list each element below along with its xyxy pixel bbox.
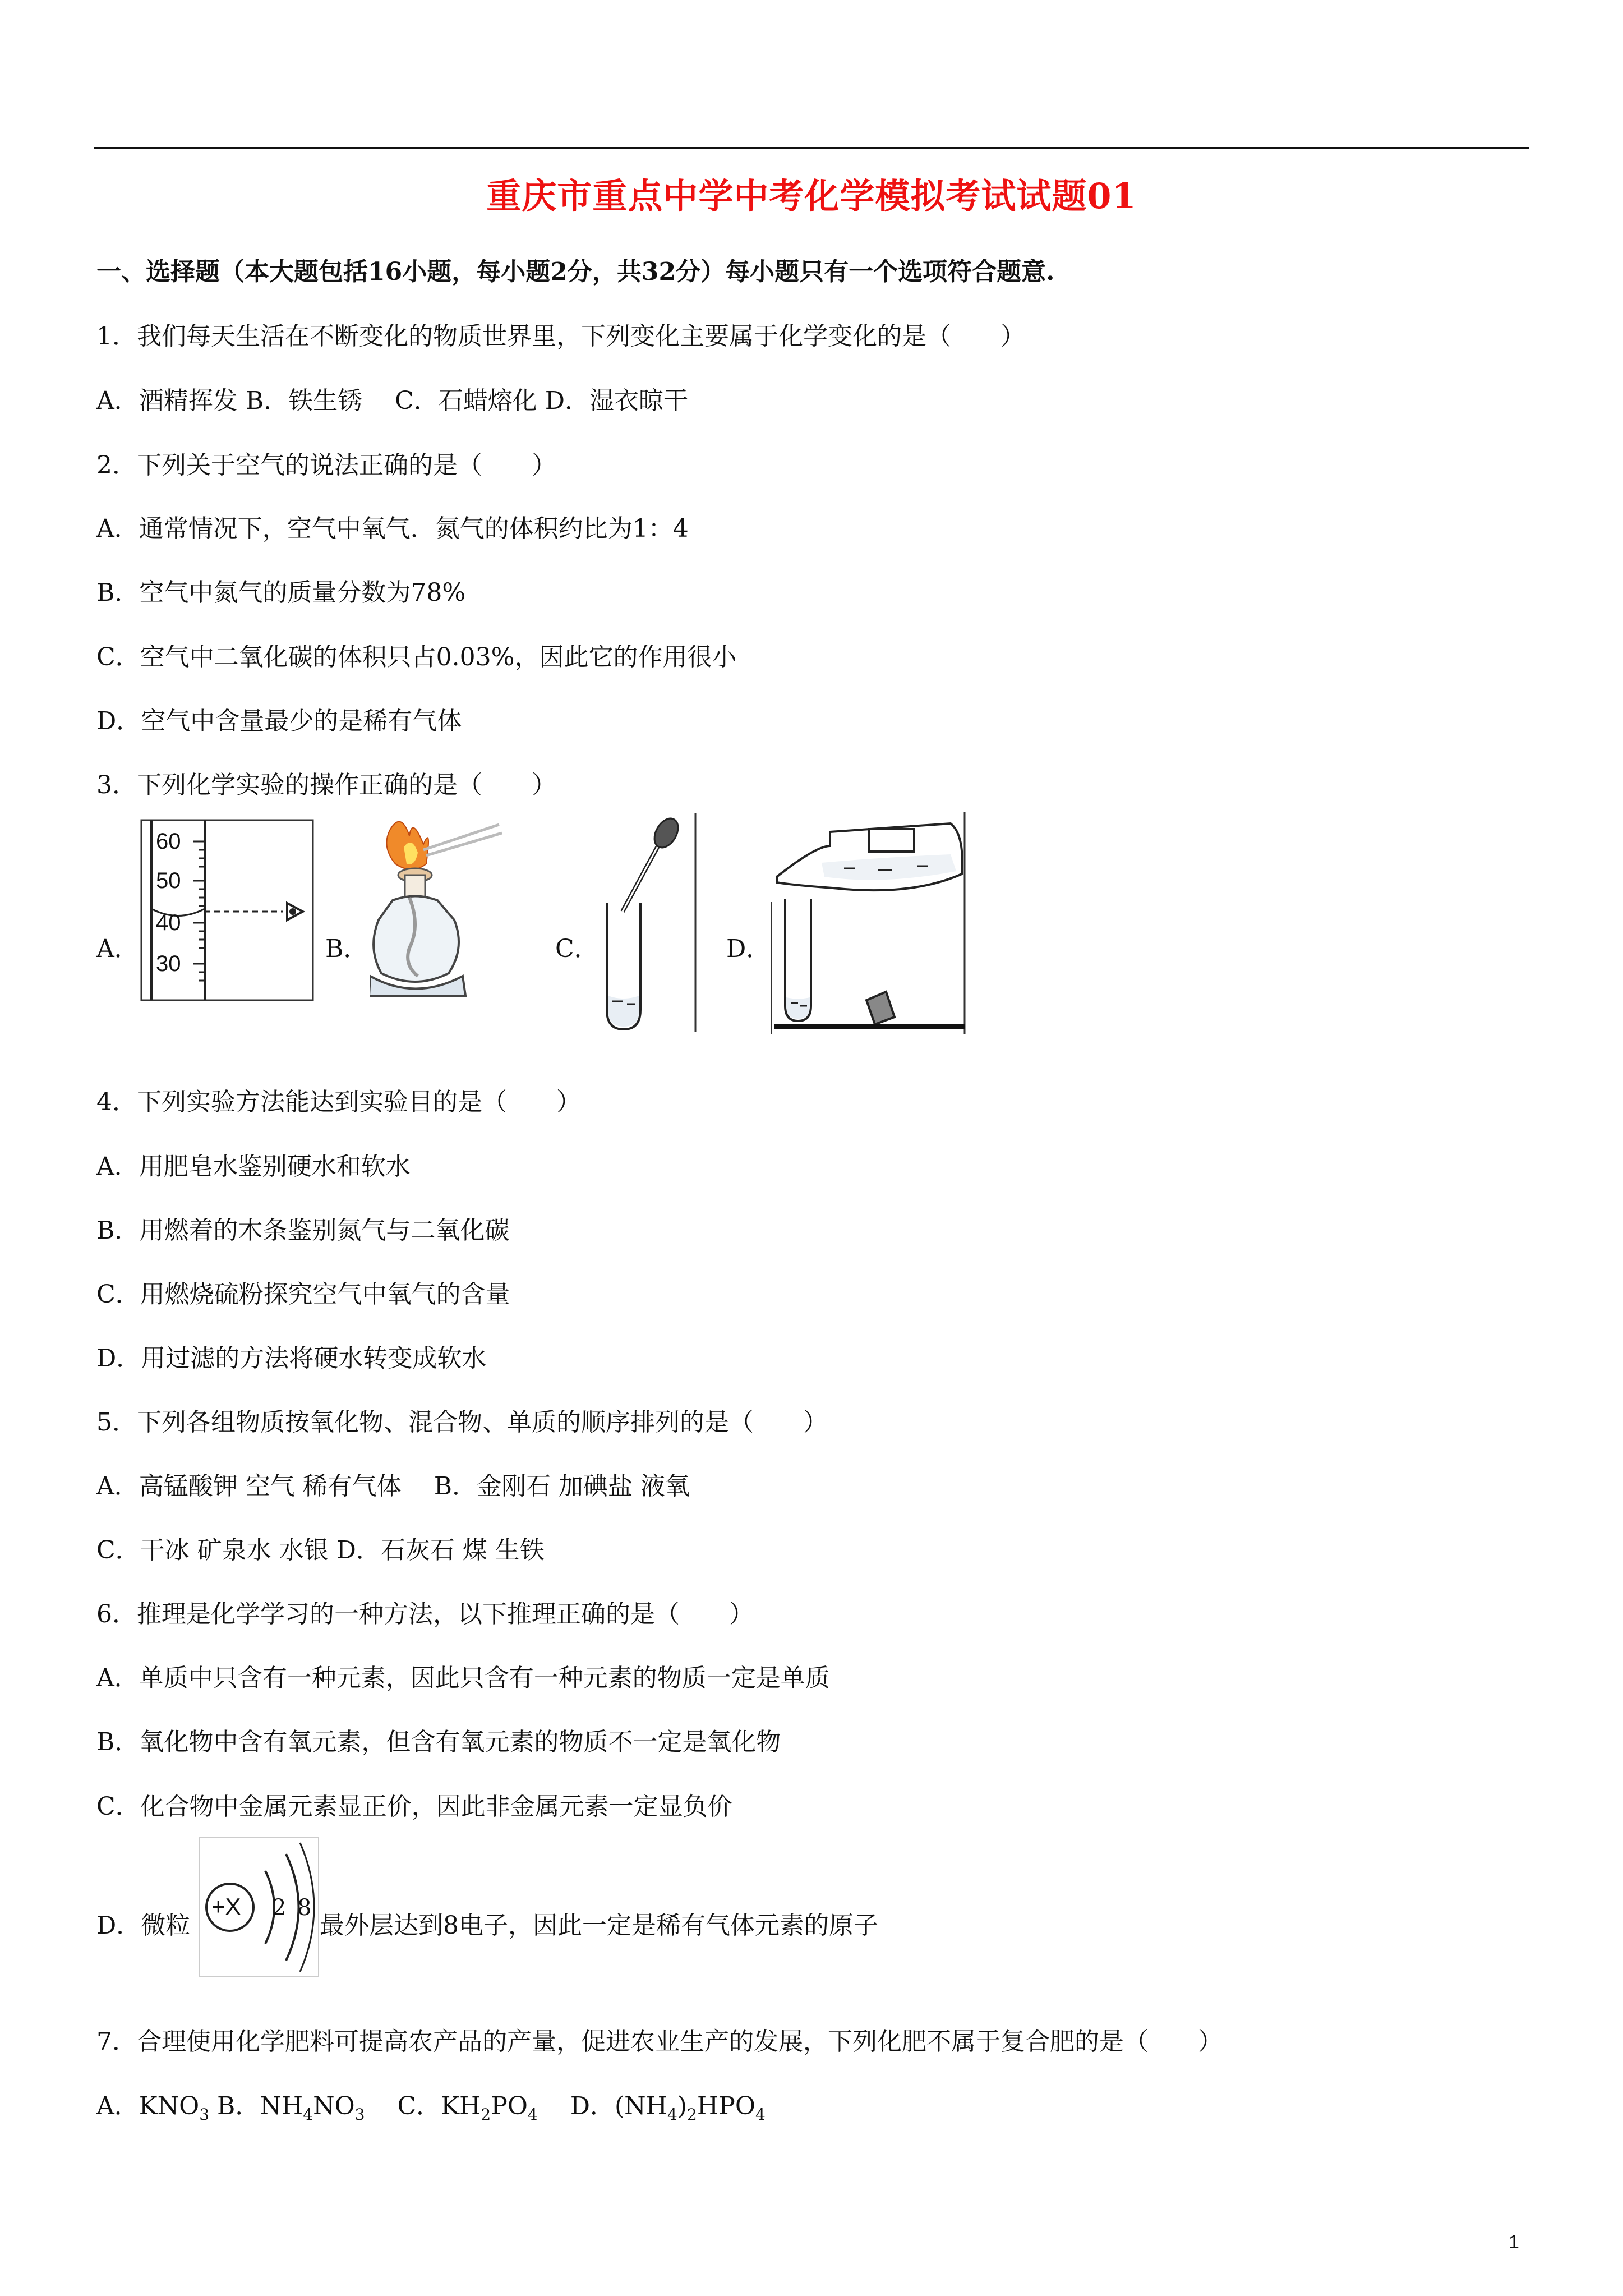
q7-d-sub1: 4 [667, 2105, 677, 2124]
q7-b-sub2: 3 [354, 2105, 365, 2124]
q7-d-sub3: 4 [755, 2105, 766, 2124]
q2-option-c: C．空气中二氧化碳的体积只占0.03%，因此它的作用很小 [96, 643, 737, 671]
q3-label-c: C． [555, 935, 599, 963]
cylinder-mark-60: 60 [156, 829, 181, 854]
cylinder-mark-40: 40 [156, 910, 181, 935]
q6-option-d-suffix: 最外层达到8电子，因此一定是稀有气体元素的原子 [320, 1911, 878, 1940]
q6-option-a: A．单质中只含有一种元素，因此只含有一种元素的物质一定是单质 [96, 1664, 830, 1692]
q3-label-d: D． [726, 935, 771, 963]
q7-d-sub2: 2 [687, 2105, 697, 2124]
atom-structure-diagram [199, 1837, 320, 1980]
atom-shell-2-count: 8 [297, 1895, 312, 1921]
q6-option-d-prefix: D．微粒 [96, 1911, 191, 1940]
q1-stem: 1．我们每天生活在不断变化的物质世界里，下列变化主要属于化学变化的是（ ） [96, 322, 1025, 351]
q7-b-formula: B．NH [209, 2092, 303, 2120]
q6-stem: 6．推理是化学学习的一种方法，以下推理正确的是（ ） [96, 1600, 754, 1628]
q6-option-c: C．化合物中金属元素显正价，因此非金属元素一定显负价 [96, 1792, 732, 1821]
section-heading: 一、选择题（本大题包括16小题，每小题2分，共32分）每小题只有一个选项符合题意. [96, 257, 1055, 286]
q4-option-c: C．用燃烧硫粉探究空气中氧气的含量 [96, 1280, 510, 1309]
q6-option-b: B．氧化物中含有氧元素，但含有氧元素的物质不一定是氧化物 [96, 1728, 781, 1756]
q7-d-end: HPO [697, 2092, 755, 2120]
q7-option-d [537, 2092, 766, 2124]
q2-option-d: D．空气中含量最少的是稀有气体 [96, 707, 462, 735]
header-rule [94, 147, 1529, 149]
q5-options-cd: C．干冰 矿泉水 水银 D．石灰石 煤 生铁 [96, 1536, 545, 1565]
q2-stem: 2．下列关于空气的说法正确的是（ ） [96, 451, 556, 480]
dropper-test-tube-figure [600, 813, 701, 1037]
q7-d-formula: D．(NH [537, 2092, 668, 2120]
q3-stem: 3．下列化学实验的操作正确的是（ ） [96, 771, 556, 799]
q7-option-c [365, 2092, 538, 2124]
cylinder-mark-30: 30 [156, 951, 181, 976]
q7-c-formula: C．KH [365, 2092, 481, 2120]
q2-option-b: B．空气中氮气的质量分数为78% [96, 578, 466, 607]
q7-a-sub: 3 [199, 2105, 210, 2124]
alcohol-lamp-figure [370, 813, 516, 1006]
q3-label-b: B． [325, 935, 368, 963]
q3-label-a: A． [96, 935, 139, 963]
page-number: 1 [1509, 2231, 1519, 2253]
q5-options-ab: A．高锰酸钾 空气 稀有气体 B．金刚石 加碘盐 液氧 [96, 1472, 690, 1501]
q7-stem: 7．合理使用化学肥料可提高农产品的产量，促进农业生产的发展，下列化肥不属于复合肥的是（ ） [96, 2027, 1223, 2056]
page-title: 重庆市重点中学中考化学模拟考试试题01 [486, 176, 1137, 217]
q7-option-b [209, 2092, 365, 2124]
q7-b-sub1: 4 [303, 2105, 313, 2124]
cylinder-reading-figure [140, 819, 314, 1004]
q5-stem: 5．下列各组物质按氧化物、混合物、单质的顺序排列的是（ ） [96, 1408, 828, 1437]
q7-option-a [96, 2092, 210, 2124]
cylinder-mark-50: 50 [156, 868, 181, 893]
atom-shell-1-count: 2 [272, 1895, 287, 1921]
q4-option-d: D．用过滤的方法将硬水转变成软水 [96, 1344, 487, 1373]
q7-c-mid: PO [491, 2092, 528, 2120]
q2-option-a: A．通常情况下，空气中氧气．氮气的体积约比为1：4 [96, 514, 689, 543]
q7-options [96, 2090, 766, 2123]
pouring-liquid-figure [771, 812, 970, 1039]
q7-a-formula: A．KNO [96, 2092, 200, 2120]
q4-option-b: B．用燃着的木条鉴别氮气与二氧化碳 [96, 1216, 510, 1245]
atom-nucleus-label: +X [211, 1893, 241, 1920]
q7-c-sub1: 2 [481, 2105, 491, 2124]
q7-c-sub2: 4 [527, 2105, 538, 2124]
q1-options: A．酒精挥发 B．铁生锈 C．石蜡熔化 D．湿衣晾干 [96, 386, 689, 415]
q4-stem: 4．下列实验方法能达到实验目的是（ ） [96, 1088, 581, 1116]
q7-b-mid: NO [313, 2092, 355, 2120]
q7-d-mid: ) [677, 2092, 688, 2120]
q4-option-a: A．用肥皂水鉴别硬水和软水 [96, 1152, 411, 1181]
